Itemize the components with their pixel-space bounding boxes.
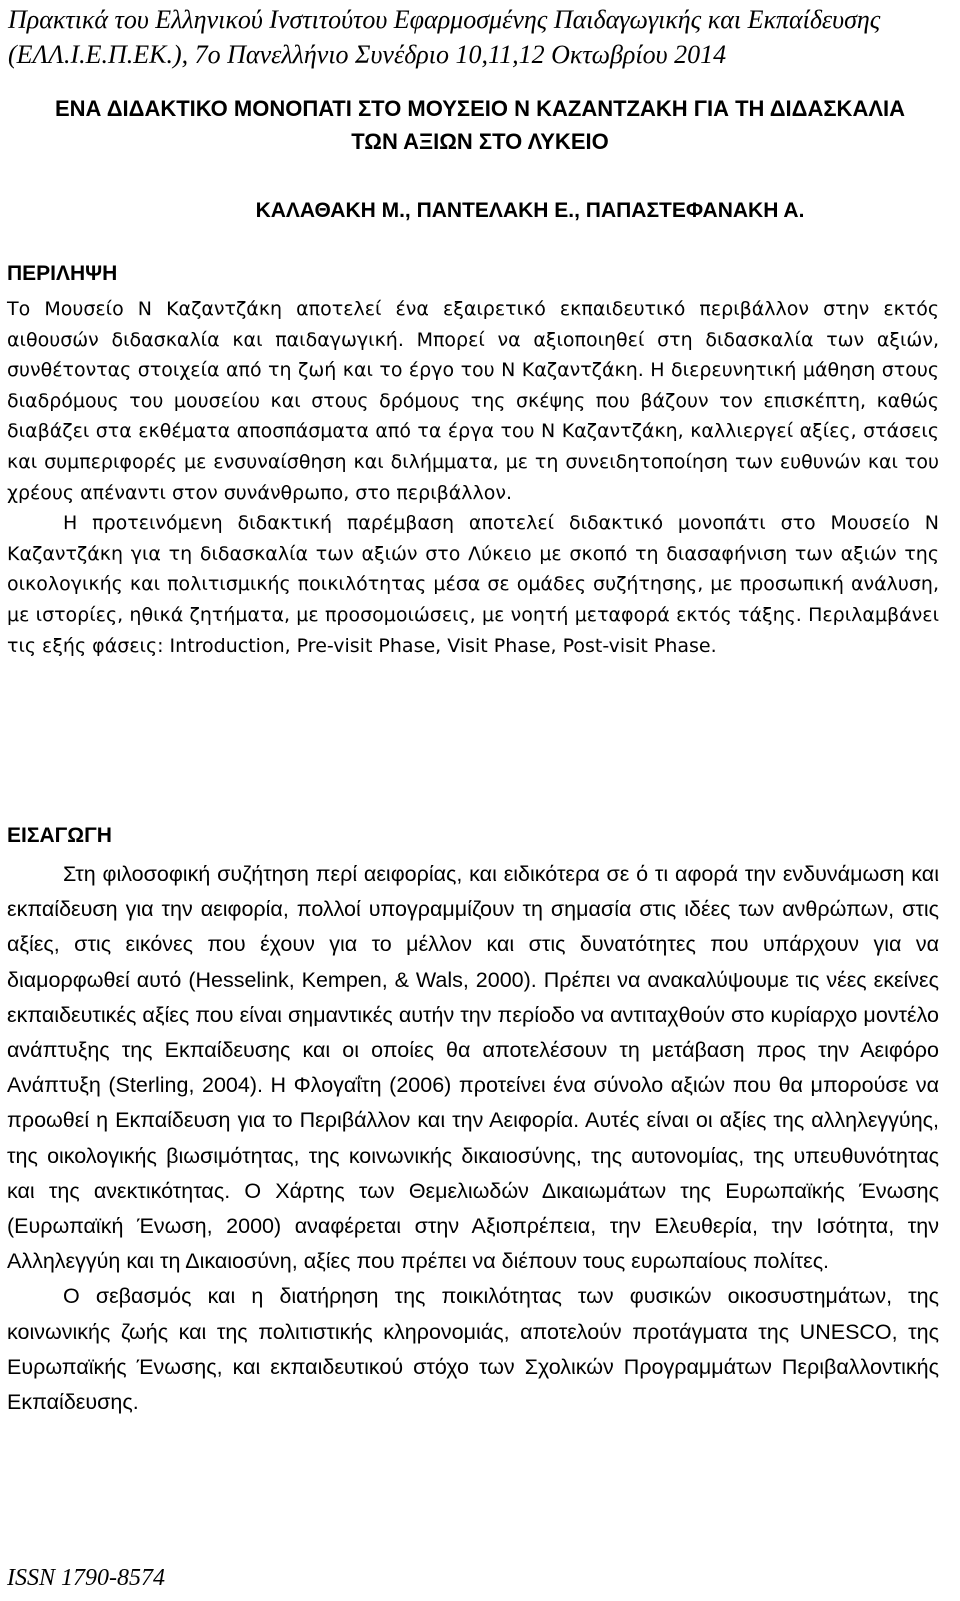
introduction-paragraph-2: Ο σεβασμός και η διατήρηση της ποικιλότητας των φυσικών οικοσυστημάτων, της κοινωνικής ζωής και της πολιτιστικής κληρονομιάς, αποτελούν προτάγματα της UNESCO, της Ευρωπαϊκής Ένωσης, και εκπαιδευτικού στόχο των Σχολικών Προγραμμάτων Περιβαλλοντικής Εκπαίδευσης. bbox=[7, 1284, 939, 1415]
introduction-heading: ΕΙΣΑΓΩΓΗ bbox=[7, 824, 112, 847]
abstract-paragraph-1: Το Μουσείο Ν Καζαντζάκη αποτελεί ένα εξαιρετικό εκπαιδευτικό περιβάλλον στην εκτός αιθουσών διδασκαλία και παιδαγωγική. Μπορεί να αξιοποιηθεί στη διδασκαλία των αξιών, συνθέτοντας στοιχεία από τη ζωή και το έργο του Ν Καζαντζάκη. Η διερευνητική μάθηση στους διαδρόμους του μουσείου και στους δρόμους της σκέψης που βάζουν τον επισκέπτη, καθώς διαβάζει στα εκθέματα αποσπάσματα από τα έργα του Ν Καζαντζάκη, καλλιεργεί αξίες, στάσεις και συμπεριφορές με ενσυναίσθηση και διλήμματα, με τη συνειδητοποίηση των ευθυνών και του χρέους απέναντι στον συνάνθρωπο, στο περιβάλλον. bbox=[7, 298, 939, 504]
proceedings-header-line-1: Πρακτικά του Ελληνικού Ινστιτούτου Εφαρμοσμένης Παιδαγωγικής και Εκπαίδευσης bbox=[8, 5, 881, 34]
paper-title-line-1: ΕΝΑ ΔΙΔΑΚΤΙΚΟ ΜΟΝΟΠΑΤΙ ΣΤΟ ΜΟΥΣΕΙΟ Ν ΚΑΖΑΝΤΖΑΚΗ ΓΙΑ ΤΗ ΔΙΔΑΣΚΑΛΙΑ bbox=[54, 96, 906, 121]
proceedings-header-line-2: (ΕΛΛ.Ι.Ε.Π.ΕΚ.), 7ο Πανελλήνιο Συνέδριο 10,11,12 Οκτωβρίου 2014 bbox=[8, 40, 727, 69]
paper-title bbox=[0, 92, 960, 158]
abstract-heading: ΠΕΡΙΛΗΨΗ bbox=[7, 262, 118, 285]
abstract-body bbox=[7, 294, 939, 661]
abstract-paragraph-2: Η προτεινόμενη διδακτική παρέμβαση αποτελεί διδακτικό μονοπάτι στο Μουσείο Ν Καζαντζάκη για τη διδασκαλία των αξιών στο Λύκειο με σκοπό τη διασαφήνιση των αξιών της οικολογικής και πολιτισμικής ποικιλότητας μέσα σε ομάδες συζήτησης, με προσωπική ανάλυση, με ιστορίες, ηθικά ζητήματα, με προσομοιώσεις, με νοητή μεταφορά εκτός τάξης. Περιλαμβάνει τις εξής φάσεις: Introduction, Pre-visit Phase, Visit Phase, Post-visit Phase. bbox=[7, 512, 939, 657]
paper-authors: ΚΑΛΑΘΑΚΗ Μ., ΠΑΝΤΕΛΑΚΗ Ε., ΠΑΠΑΣΤΕΦΑΝΑΚΗ Α. bbox=[255, 199, 805, 222]
paper-title-line-2: ΤΩΝ ΑΞΙΩΝ ΣΤΟ ΛΥΚΕΙΟ bbox=[351, 129, 609, 154]
proceedings-header bbox=[8, 2, 948, 72]
introduction-body bbox=[7, 857, 939, 1420]
issn-footer: ISSN 1790-8574 bbox=[7, 1565, 165, 1591]
introduction-paragraph-1: Στη φιλοσοφική συζήτηση περί αειφορίας, και ειδικότερα σε ό τι αφορά την ενδυνάμωση και εκπαίδευση για την αειφορία, πολλοί υπογραμμίζουν τη σημασία στις ιδέες των ανθρώπων, στις αξίες, στις εικόνες που έχουν για το μέλλον και στις δυνατότητες που υπάρχουν για να διαμορφωθεί αυτό (Hesselink, Kempen, & Wals, 2000). Πρέπει να ανακαλύψουμε τις νέες εκείνες εκπαιδευτικές αξίες που είναι σημαντικές αυτήν την περίοδο να αντιταχθούν στο κυρίαρχο μοντέλο ανάπτυξης της Εκπαίδευσης και οι οποίες θα αποτελέσουν τη μετάβαση προς την Αειφόρο Ανάπτυξη (Sterling, 2004). Η Φλογαΐτη (2006) προτείνει ένα σύνολο αξιών που θα μπορούσε να προωθεί η Εκπαίδευση για το Περιβάλλον και την Αειφορία. Αυτές είναι οι αξίες της αλληλεγγύης, της οικολογικής βιωσιμότητας, της κοινωνικής δικαιοσύνης, της αυτονομίας, της υπευθυνότητας και της ανεκτικότητας. Ο Χάρτης των Θεμελιωδών Δικαιωμάτων της Ευρωπαϊκής Ένωσης (Ευρωπαϊκή Ένωση, 2000) αναφέρεται στην Αξιοπρέπεια, την Ελευθερία, την Ισότητα, την Αλληλεγγύη και τη Δικαιοσύνη, αξίες που πρέπει να διέπουν τους ευρωπαίους πολίτες. bbox=[7, 862, 939, 1274]
